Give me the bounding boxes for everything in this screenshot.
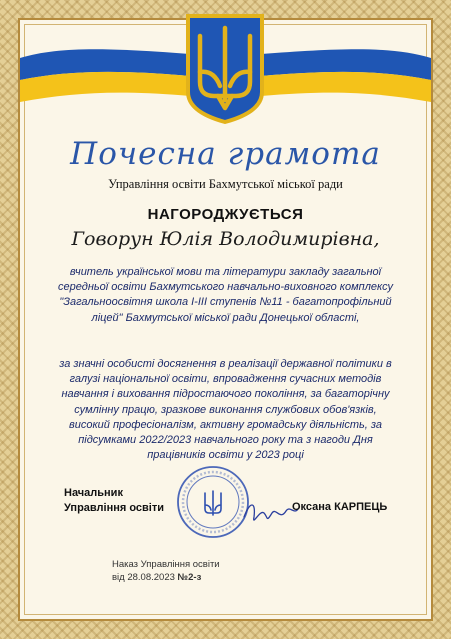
- award-reason: за значні особисті досягнення в реалізації державної політики в галузі національної освіти, впровадження сучасних методів навчання і виховання підростаючого покоління, за багаторічну сумлінну працю, зразкове виконання службових обов'язків, високий професіоналізм, активну громадську діяльність, за підсумками 2022/2023 навчального року та з нагоди Дня працівників освіти у 2023 році: [59, 358, 392, 462]
- certificate-title: Почесна грамота: [70, 136, 381, 172]
- order-date: від 28.08.2023: [112, 572, 175, 583]
- trident-emblem-icon: [184, 12, 266, 124]
- signer-position-line2: Управління освіти: [64, 502, 164, 514]
- recipient-name: Говорун Юлія Володимирівна,: [71, 228, 380, 250]
- signer-position-line1: Начальник: [64, 487, 123, 499]
- flag-right-icon: [261, 44, 431, 104]
- order-line1: Наказ Управління освіти: [112, 559, 220, 570]
- awarded-heading: НАГОРОДЖУЄТЬСЯ: [147, 206, 304, 223]
- flag-left-icon: [20, 44, 190, 104]
- order-reference: [112, 558, 220, 584]
- order-number: №2-з: [177, 572, 202, 583]
- signer-position: [64, 486, 164, 516]
- signer-name: Оксана КАРПЕЦЬ: [292, 501, 388, 513]
- stamp-icon: [176, 465, 250, 539]
- issuer-name: Управління освіти Бахмутської міської ради: [108, 177, 343, 191]
- recipient-description: вчитель української мови та літератури закладу загальної середньої освіти Бахмутського навчально-виховного комплексу "Загальноосвітня школа І-ІІІ ступенів №11 - багатопрофільний ліцей" Бахмутської міської ради Донецької області,: [58, 266, 393, 324]
- order-line2: [112, 571, 220, 584]
